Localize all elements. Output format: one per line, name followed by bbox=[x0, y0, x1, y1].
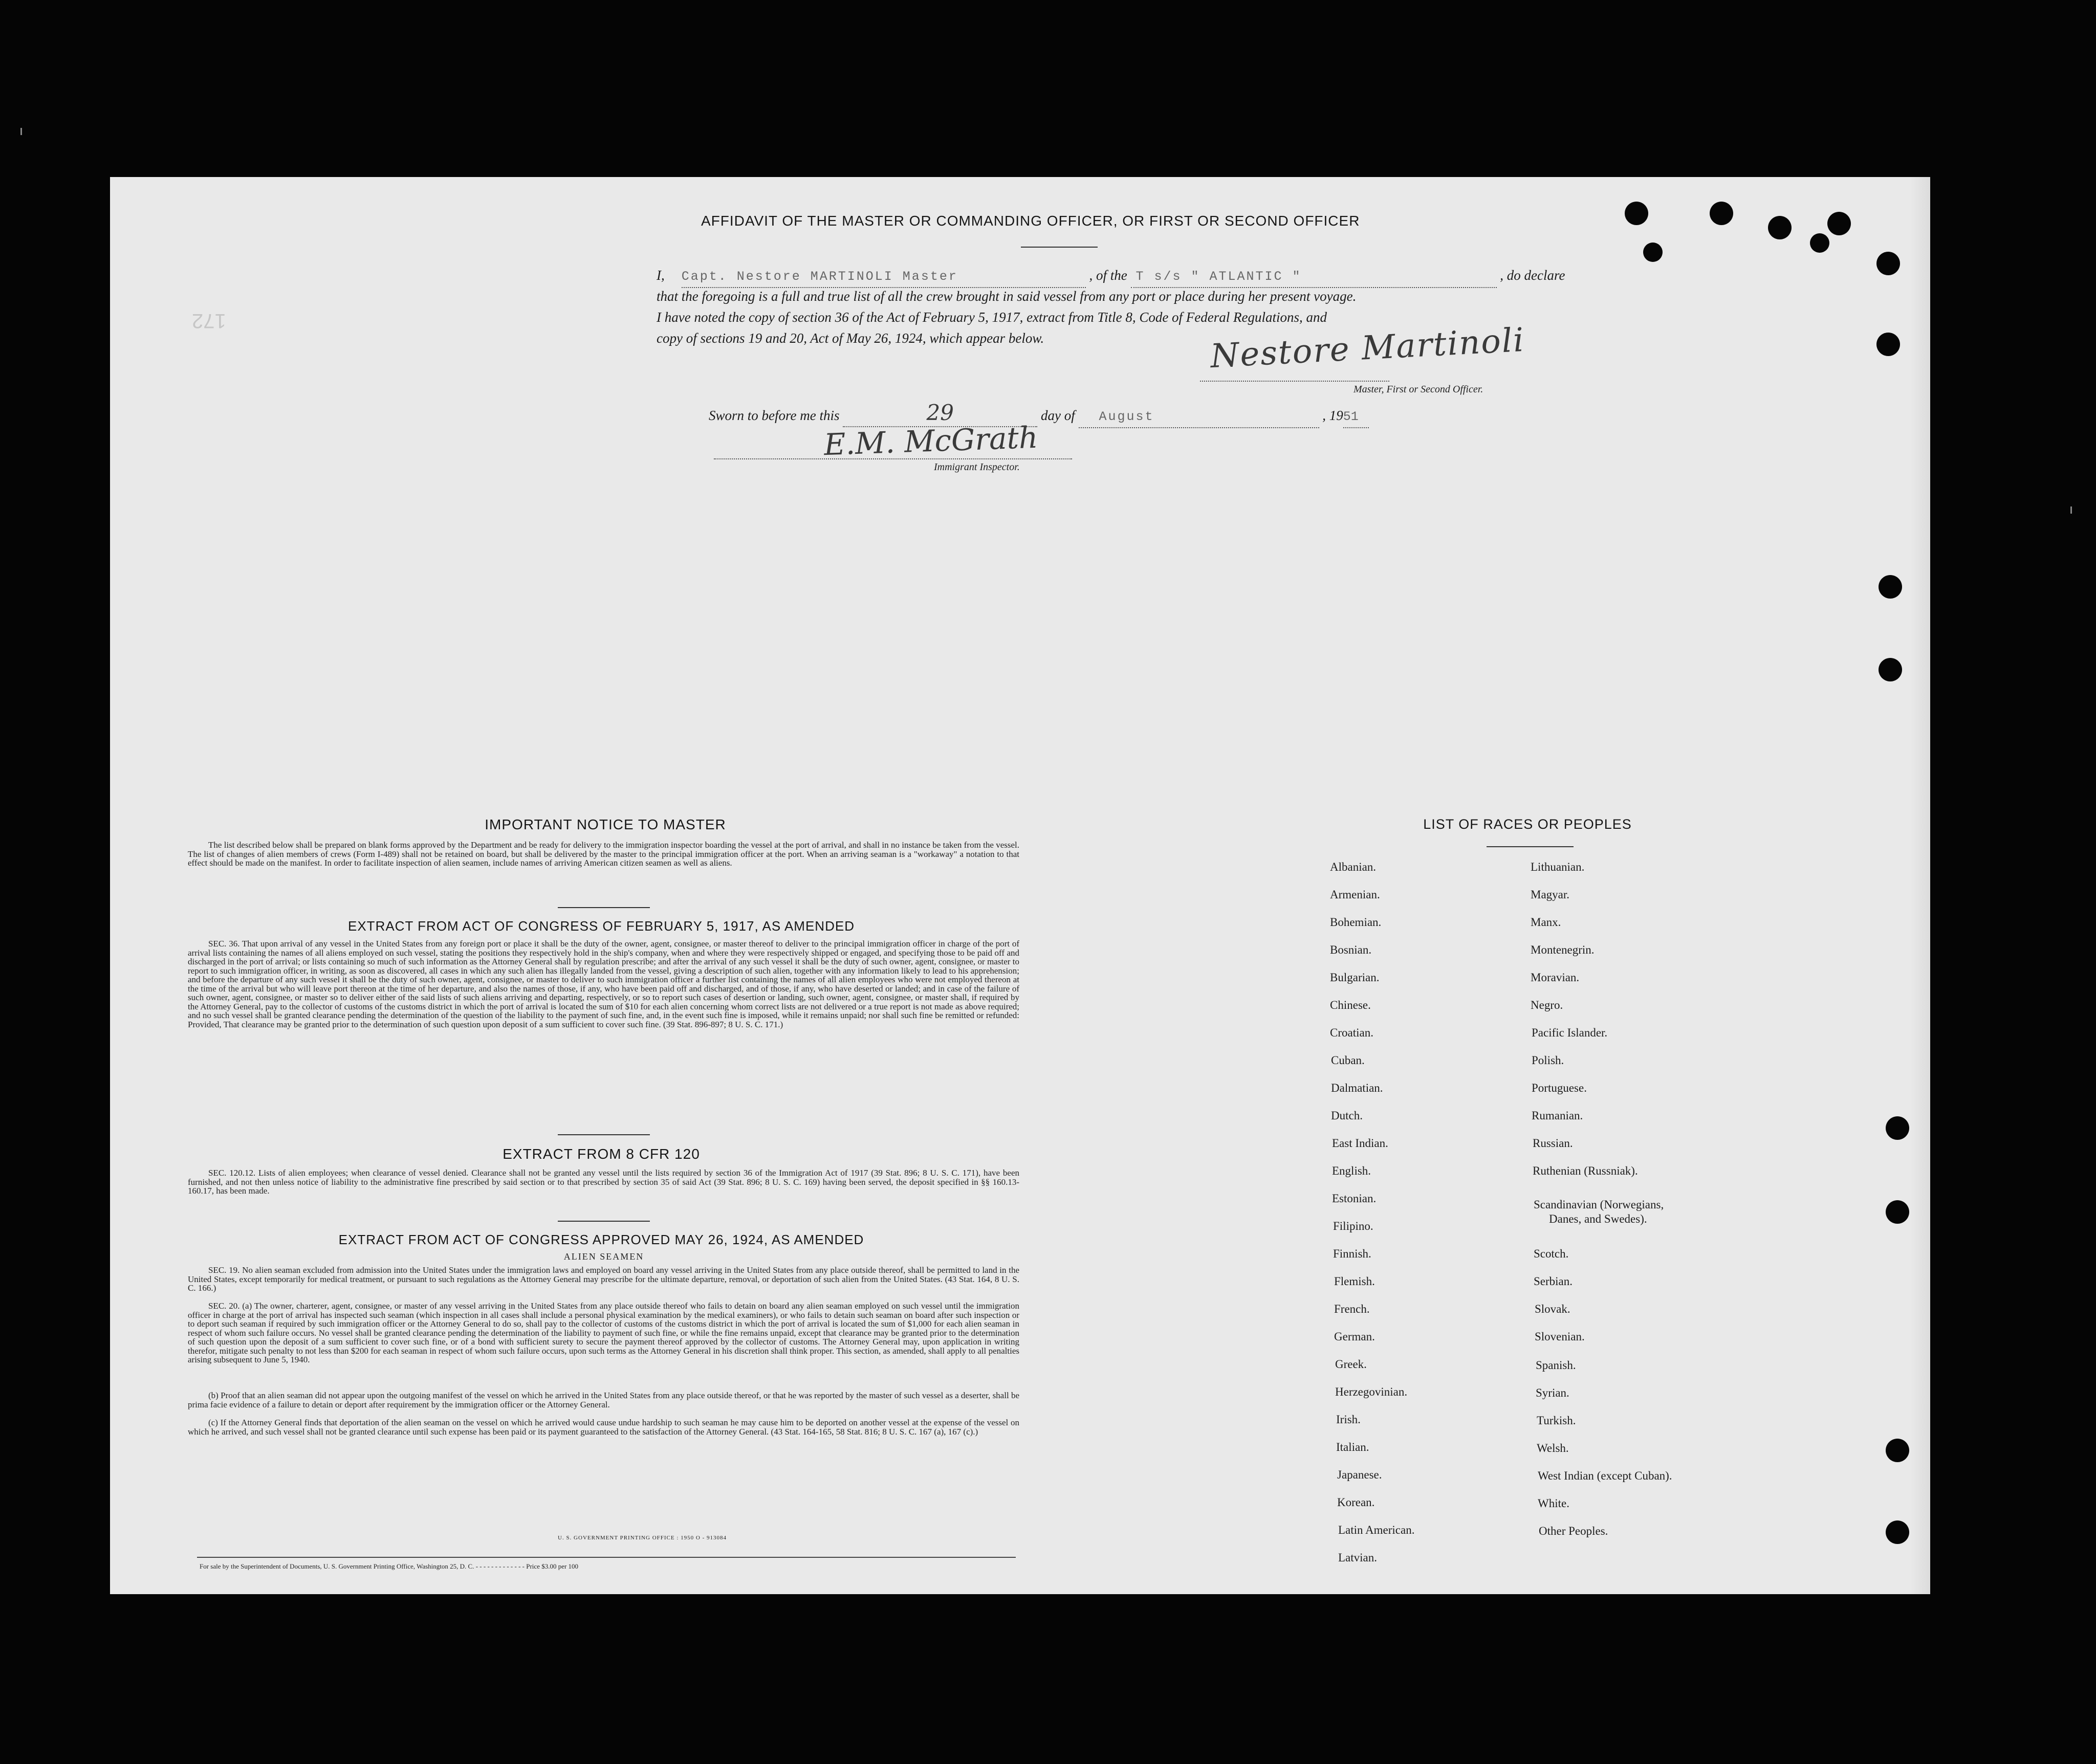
notice-title: IMPORTANT NOTICE TO MASTER bbox=[485, 817, 726, 832]
punch-hole bbox=[1827, 212, 1851, 235]
sworn-day-field: 29 bbox=[926, 400, 954, 425]
inspector-signature-line bbox=[714, 458, 1072, 459]
race-left-19: Herzegovinian. bbox=[1335, 1385, 1408, 1398]
race-right-10: Russian. bbox=[1533, 1137, 1573, 1150]
race-right-13: Danes, and Swedes). bbox=[1549, 1212, 1647, 1225]
race-left-24: Latin American. bbox=[1338, 1524, 1415, 1536]
scan-speck bbox=[20, 128, 22, 135]
extract-1924-p1: SEC. 19. No alien seaman excluded from admission into the United States under the immigration laws and employed on board any vessel arriving in the United States from any place outside thereof, shall be permitted to land in the United States, except temporarily for medical treatment, or pursuant to such regulations as the Attorney General may prescribe for the ultimate departure, removal, or deportation of such alien from the United States. (43 Stat. 164, 8 U. S. C. 166.) bbox=[188, 1265, 1019, 1293]
extract-cfr-title: EXTRACT FROM 8 CFR 120 bbox=[503, 1146, 700, 1162]
race-right-12: Scandinavian (Norwegians, bbox=[1534, 1198, 1664, 1211]
race-left-1: Armenian. bbox=[1330, 888, 1380, 901]
race-left-0: Albanian. bbox=[1330, 861, 1377, 873]
year-prefix: , 19 bbox=[1322, 408, 1343, 423]
extract-cfr-divider bbox=[558, 1221, 650, 1222]
race-left-21: Italian. bbox=[1336, 1441, 1369, 1453]
race-right-7: Polish. bbox=[1532, 1054, 1564, 1067]
document-page bbox=[110, 177, 1930, 1594]
inspector-signature: E.M. McGrath bbox=[823, 420, 1039, 462]
margin-note: 172 bbox=[192, 310, 226, 332]
sworn-month-field: August bbox=[1099, 409, 1154, 424]
race-right-11: Ruthenian (Russniak). bbox=[1533, 1164, 1638, 1177]
race-left-18: Greek. bbox=[1335, 1358, 1367, 1371]
races-title-underline bbox=[1487, 846, 1574, 847]
notice-text: The list described below shall be prepared on blank forms approved by the Department and be ready for delivery to the immigration inspector boarding the vessel at the port of arrival, and shall in no instance be taken from the vessel. The list of changes of alien members of crews (Form I-489) shall not be retained on board, but shall be delivered by the master to the principal immigration officer at the port. When an arriving seaman is a "workaway" a notation to that effect should be made on the manifest. In order to facilitate inspection of alien seamen, include names of arriving American citizen seamen as well as aliens. bbox=[188, 840, 1019, 868]
race-left-8: Dalmatian. bbox=[1331, 1082, 1383, 1094]
race-left-17: German. bbox=[1334, 1330, 1375, 1343]
race-right-8: Portuguese. bbox=[1532, 1082, 1587, 1094]
inspector-caption: Immigrant Inspector. bbox=[934, 461, 1020, 473]
race-left-16: French. bbox=[1334, 1303, 1370, 1315]
race-left-15: Flemish. bbox=[1334, 1275, 1375, 1288]
sworn-year-field: 51 bbox=[1343, 409, 1359, 424]
extract-1924-p2: SEC. 20. (a) The owner, charterer, agent, consignee, or master of any vessel arriving in the United States from any place outside thereof who fails to detain on board any alien seaman employed on such vessel until the immigration officer in charge at the port of arrival has inspected such seaman (which inspection in all cases shall include a personal physical examination by the medical examiners), or who fails to detain such seaman on board after such inspection or to deport such seaman if required by such immigration officer or the Attorney General to do so, shall pay to the collector of customs of the customs district in which the port of arrival is located the sum of $1,000 for each alien seaman in respect of whom such failure occurs. No vessel shall be granted clearance pending the determination of the liability to payment of such fine, or while the fine remains unpaid, except that clearance may be granted prior to the determination of such question upon the deposit of a sum sufficient to cover such fine, or of a bond with sufficient surety to secure the payment thereof approved by the collector of customs. The Attorney General may, upon application in writing therefor, mitigate such penalty to not less than $200 for each seaman in respect of whom such failure occurs, upon such terms as the Attorney General in his discretion shall think proper. This section, as amended, shall apply to all penalties arising subsequent to June 5, 1940. bbox=[188, 1301, 1019, 1364]
race-right-3: Montenegrin. bbox=[1531, 943, 1595, 956]
declaration-line-1 bbox=[657, 265, 1565, 288]
declaration-line-3: I have noted the copy of section 36 of the Act of February 5, 1917, extract from Title 8, Code of Federal Regulations, and bbox=[657, 310, 1327, 325]
extract-1924-p4: (c) If the Attorney General finds that deportation of the alien seaman on the vessel on which he arrived would cause undue hardship to such seaman he may cause him to be deported on another vessel at the expense of the vessel on which he arrived, and such vessel shall not be granted clearance until such expense has been paid or its payment guaranteed to the satisfaction of the Attorney General. (43 Stat. 164-165, 58 Stat. 816; 8 U. S. C. 167 (a), 167 (c).) bbox=[188, 1418, 1019, 1437]
punch-hole bbox=[1879, 658, 1902, 681]
do-declare-label: , do declare bbox=[1500, 268, 1565, 283]
race-left-22: Japanese. bbox=[1337, 1468, 1382, 1481]
race-left-5: Chinese. bbox=[1330, 999, 1371, 1011]
sworn-label: Sworn to before me this bbox=[709, 408, 840, 423]
race-right-17: Slovenian. bbox=[1535, 1330, 1585, 1343]
master-caption: Master, First or Second Officer. bbox=[1353, 384, 1483, 395]
punch-hole bbox=[1625, 202, 1648, 225]
race-left-13: Filipino. bbox=[1333, 1220, 1373, 1232]
race-right-19: Syrian. bbox=[1536, 1386, 1569, 1399]
declaration-line-2: that the foregoing is a full and true list of all the crew brought in said vessel from any port or place during her present voyage. bbox=[657, 289, 1357, 304]
race-right-5: Negro. bbox=[1531, 999, 1563, 1011]
punch-hole bbox=[1879, 575, 1902, 599]
race-left-7: Cuban. bbox=[1331, 1054, 1365, 1067]
race-left-10: East Indian. bbox=[1332, 1137, 1388, 1150]
punch-hole bbox=[1876, 333, 1900, 356]
race-right-14: Scotch. bbox=[1534, 1247, 1569, 1260]
affidavit-title: AFFIDAVIT OF THE MASTER OR COMMANDING OFFICER, OR FIRST OR SECOND OFFICER bbox=[701, 213, 1360, 229]
race-right-1: Magyar. bbox=[1531, 888, 1570, 901]
race-left-2: Bohemian. bbox=[1330, 916, 1382, 929]
sworn-line bbox=[709, 402, 1369, 428]
race-right-16: Slovak. bbox=[1535, 1303, 1570, 1315]
punch-hole bbox=[1876, 252, 1900, 275]
race-left-6: Croatian. bbox=[1330, 1026, 1373, 1039]
races-title: LIST OF RACES OR PEOPLES bbox=[1423, 817, 1632, 832]
printing-office-imprint: U. S. GOVERNMENT PRINTING OFFICE : 1950 O - 913084 bbox=[558, 1535, 727, 1541]
race-left-12: Estonian. bbox=[1332, 1192, 1377, 1205]
race-left-4: Bulgarian. bbox=[1330, 971, 1380, 984]
race-left-11: English. bbox=[1332, 1164, 1371, 1177]
master-signature: Nestore Martinoli bbox=[1209, 321, 1526, 376]
race-left-23: Korean. bbox=[1337, 1496, 1375, 1509]
race-right-9: Rumanian. bbox=[1532, 1109, 1583, 1122]
punch-hole bbox=[1710, 202, 1733, 225]
race-right-18: Spanish. bbox=[1536, 1359, 1576, 1372]
extract-1917-divider bbox=[558, 1134, 650, 1135]
day-of-label: day of bbox=[1041, 408, 1075, 423]
extract-1917-text: SEC. 36. That upon arrival of any vessel in the United States from any foreign port or place it shall be the duty of the owner, agent, consignee, or master thereof to deliver to the principal immigration officer in charge of the port of arrival lists containing the names of all aliens employed on such vessel, stating the positions they respectively hold in the ship's company, when and where they were respectively shipped or engaged, and specifying those to be paid off and discharged in the port of arrival; or lists containing so much of such information as the Attorney General shall by regulation prescribe; and after the arrival of any such vessel it shall be the duty of such owner, agent, consignee, or master to report to such immigration officer, in writing, as soon as discovered, all cases in which any such alien has illegally landed from the vessel, giving a description of such alien, together with any information likely to lead to his apprehension; and before the departure of any such vessel it shall be the duty of such owner, agent, consignee, or master to deliver to such immigration officer a further list containing the names of all alien employees who were not employed thereon at the time of the arrival but who will leave port thereon at the time of her departure, and also the names of those, if any, who have been paid off and discharged, and of those, if any, who have deserted or landed; and in case of the failure of such owner, agent, consignee, or master so to deliver either of the said lists of such aliens arriving and departing, respectively, or so to report such cases of desertion or landing, such owner, agent, consignee, or master shall, if required by the Attorney General, pay to the collector of customs of the customs district in which the port of arrival is located the sum of $10 for each alien concerning whom correct lists are not delivered or a true report is not made as above required; and no such vessel shall be granted clearance pending the determination of the question of the liability to the payment of such fine, and, in the event such fine is imposed, while it remains unpaid; nor shall such fine be remitted or refunded: Provided, That clearance may be granted prior to the determination of such question upon deposit of a sum sufficient to cover such fine. (39 Stat. 896-897; 8 U. S. C. 171.) bbox=[188, 939, 1019, 1029]
race-right-15: Serbian. bbox=[1534, 1275, 1573, 1288]
for-sale-notice: For sale by the Superintendent of Documents, U. S. Government Printing Office, Washington 25, D. C. - - - - - - - - - - - - - Price $3.00 per 100 bbox=[200, 1562, 579, 1570]
race-right-21: Welsh. bbox=[1537, 1442, 1569, 1454]
race-right-20: Turkish. bbox=[1537, 1414, 1576, 1427]
race-left-3: Bosnian. bbox=[1330, 943, 1372, 956]
of-the-label: , of the bbox=[1089, 268, 1127, 283]
extract-1924-title: EXTRACT FROM ACT OF CONGRESS APPROVED MAY 26, 1924, AS AMENDED bbox=[338, 1232, 864, 1247]
vessel-name-field: T s/s " ATLANTIC " bbox=[1136, 269, 1302, 284]
race-right-2: Manx. bbox=[1531, 916, 1561, 929]
extract-1924-p3: (b) Proof that an alien seaman did not appear upon the outgoing manifest of the vessel on which he arrived in the United States from any place outside thereof, or that he was reported by the master of such vessel as a deserter, shall be prima facie evidence of a failure to detain or deport after requirement by the immigration officer or the Attorney General. bbox=[188, 1391, 1019, 1409]
punch-hole bbox=[1886, 1439, 1909, 1462]
race-right-6: Pacific Islander. bbox=[1532, 1026, 1608, 1039]
notice-divider bbox=[558, 907, 650, 908]
declaration-line-4: copy of sections 19 and 20, Act of May 26, 1924, which appear below. bbox=[657, 330, 1044, 346]
footer-rule bbox=[197, 1557, 1016, 1558]
i-label: I, bbox=[657, 268, 665, 283]
race-left-25: Latvian. bbox=[1338, 1551, 1377, 1564]
extract-1924-subtitle: ALIEN SEAMEN bbox=[563, 1251, 644, 1262]
page-shadow bbox=[1910, 177, 1930, 1594]
extract-1917-title: EXTRACT FROM ACT OF CONGRESS OF FEBRUARY 5, 1917, AS AMENDED bbox=[348, 918, 855, 934]
race-right-22: West Indian (except Cuban). bbox=[1538, 1469, 1672, 1482]
race-left-9: Dutch. bbox=[1331, 1109, 1363, 1122]
title-underline bbox=[1021, 247, 1098, 248]
punch-hole bbox=[1886, 1520, 1909, 1544]
master-signature-line bbox=[1200, 381, 1389, 382]
race-right-23: White. bbox=[1538, 1497, 1569, 1510]
punch-hole bbox=[1643, 242, 1663, 262]
race-left-20: Irish. bbox=[1336, 1413, 1361, 1426]
scan-speck bbox=[2070, 506, 2072, 514]
punch-hole bbox=[1810, 233, 1829, 253]
extract-cfr-text: SEC. 120.12. Lists of alien employees; when clearance of vessel denied. Clearance shall not be granted any vessel until the lists required by section 36 of the Immigration Act of 1917 (39 Stat. 896; 8 U. S. C. 171), have been furnished, and not then unless notice of liability to the administrative fine prescribed by said section or to that prescribed by section 35 of said Act (39 Stat. 896; 8 U. S. C. 169) having been served, the deposit specified in §§ 160.13-160.17, has been made. bbox=[188, 1168, 1019, 1196]
race-right-0: Lithuanian. bbox=[1531, 861, 1585, 873]
punch-hole bbox=[1886, 1200, 1909, 1224]
master-name-field: Capt. Nestore MARTINOLI Master bbox=[681, 269, 958, 284]
race-right-4: Moravian. bbox=[1531, 971, 1580, 984]
race-left-14: Finnish. bbox=[1333, 1247, 1371, 1260]
punch-hole bbox=[1886, 1116, 1909, 1140]
punch-hole bbox=[1768, 216, 1792, 239]
race-right-24: Other Peoples. bbox=[1539, 1525, 1608, 1537]
